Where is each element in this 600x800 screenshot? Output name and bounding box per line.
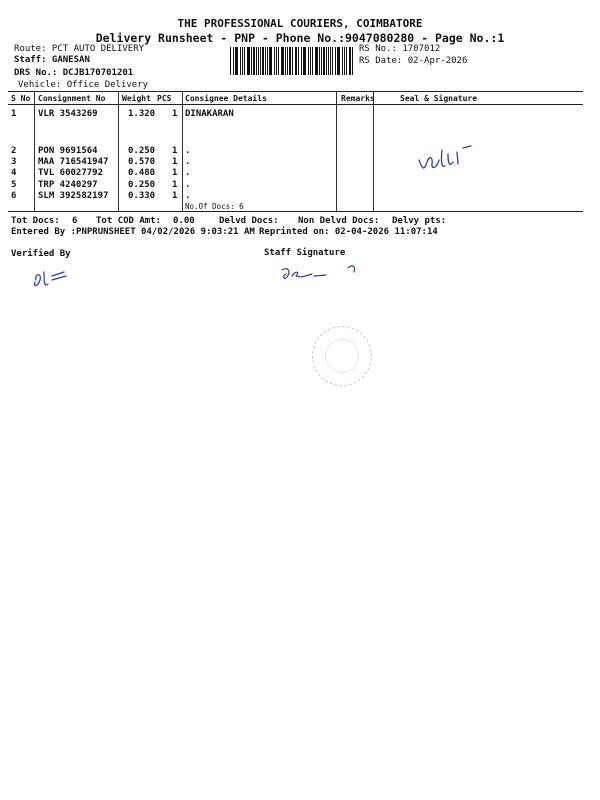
table-row [0,180,600,191]
barcode-bar [338,47,340,75]
row-weight: 0.250 [128,180,156,190]
barcode-bar [287,47,288,75]
barcode-bar [352,47,353,75]
barcode-bar [308,47,309,75]
row-pcs: 1 [172,146,178,156]
barcode-bar [265,47,266,75]
tot-docs-label: Tot Docs: [11,216,60,226]
table-top-border [8,91,583,92]
header-remarks: Remarks [341,94,375,103]
delvy-pts-label: Delvy pts: [392,216,447,226]
barcode-bar [330,47,331,75]
barcode [230,47,355,75]
reprinted-on: Reprinted on: 02-04-2026 11:07:14 [259,227,438,237]
barcode-bar [278,47,279,75]
row-sno: 1 [11,109,17,119]
barcode-bar [323,47,325,75]
barcode-bar [267,47,268,75]
row-consignee: DINAKARAN [185,109,234,119]
barcode-bar [285,47,286,75]
row-weight: 0.250 [128,146,156,156]
row-pcs: 1 [172,109,178,119]
verified-by-label: Verified By [11,249,71,259]
entered-by: Entered By :PNPRUNSHEET 04/02/2026 9:03:21 AM [11,227,255,237]
runsheet-title: Delivery Runsheet - PNP - Phone No.:9047080280 - Page No.:1 [95,31,505,45]
barcode-bar [304,47,306,75]
table-bottom-border [8,211,583,212]
barcode-bar [301,47,302,75]
table-row [0,191,600,202]
barcode-bar [349,47,350,75]
row-consignee: . [185,168,191,178]
drs-number: DRS No.: DCJB170701201 [14,68,134,78]
row-pcs: 1 [172,168,178,178]
staff-signature [278,262,363,284]
barcode-bar [289,47,291,75]
barcode-bar [342,47,343,75]
barcode-bar [274,47,275,75]
barcode-bar [251,47,252,75]
barcode-bar [240,47,241,75]
header-consignment: Consignment No [38,94,106,103]
non-delvd-docs-label: Non Delvd Docs: [298,216,380,226]
row-consignee: . [185,157,191,167]
barcode-bar [344,47,345,75]
row-pcs: 1 [172,191,178,201]
barcode-bar [312,47,313,75]
row-consignment: SLM 392582197 [38,191,109,201]
entry-row [0,227,600,238]
barcode-bar [270,47,272,75]
barcode-bar [269,47,270,75]
barcode-bar [247,47,248,75]
barcode-bar [296,47,297,75]
barcode-bar [244,47,245,75]
barcode-bar [303,47,304,75]
row-sno: 3 [11,157,17,167]
barcode-bar [292,47,293,75]
tot-docs-value: 6 [72,216,78,226]
delvd-docs-label: Delvd Docs: [219,216,279,226]
barcode-bar [298,47,299,75]
barcode-bar [346,47,347,75]
barcode-bar [316,47,317,75]
barcode-bar [236,47,238,75]
row-consignee: . [185,146,191,156]
header-consignee: Consignee Details [185,94,267,103]
barcode-bar [328,47,329,75]
row-sno: 6 [11,191,17,201]
row-sno: 5 [11,180,17,190]
row-consignment: VLR 3543269 [38,109,98,119]
barcode-bar [295,47,296,75]
barcode-bar [258,47,259,75]
rs-date: RS Date: 02-Apr-2026 [359,56,468,66]
delivery-signature [415,142,475,178]
row-consignment: TRP 4240297 [38,180,98,190]
barcode-bar [253,47,255,75]
barcode-bar [248,47,249,75]
barcode-bar [233,47,234,75]
table-row [0,157,600,168]
barcode-bar [242,47,243,75]
staff-signature-label: Staff Signature [264,248,346,258]
faint-stamp [312,326,372,386]
barcode-bar [319,47,320,75]
table-row [0,146,600,157]
row-consignment: TVL 60027792 [38,168,104,178]
header-sno: S No [11,94,31,103]
staff-label: Staff: GANESAN [14,55,90,65]
row-weight: 0.480 [128,168,156,178]
barcode-bar [260,47,261,75]
row-weight: 1.320 [128,109,156,119]
tot-cod-label: Tot COD Amt: [96,216,162,226]
verifier-signature [30,266,82,292]
row-sno: 4 [11,168,17,178]
row-sno: 2 [11,146,17,156]
vehicle-label: Vehicle: Office Delivery [18,80,149,90]
barcode-bar [256,47,257,75]
barcode-bar [235,47,236,75]
tot-cod-value: 0.00 [173,216,195,226]
barcode-bar [281,47,282,75]
row-consignee: . [185,180,191,190]
barcode-bar [335,47,336,75]
barcode-bar [262,47,263,75]
barcode-bar [276,47,277,75]
table-row [0,109,600,120]
row-consignee: . [185,191,191,201]
row-weight: 0.570 [128,157,156,167]
company-name: THE PROFESSIONAL COURIERS, COIMBATORE [177,17,423,30]
barcode-bar [310,47,311,75]
header-seal: Seal & Signature [400,94,478,103]
table-row [0,168,600,179]
rs-number: RS No.: 1707012 [359,44,441,54]
barcode-bar [315,47,316,75]
table-header-row [0,94,600,105]
barcode-bar [337,47,338,75]
totals-row [0,216,600,227]
header-weight: Weight [122,94,151,103]
barcode-bar [332,47,333,75]
row-consignment: MAA 716541947 [38,157,109,167]
no-of-docs: No.Of Docs: 6 [185,202,244,211]
barcode-bar [326,47,327,75]
barcode-bar [230,47,231,75]
barcode-bar [282,47,283,75]
row-pcs: 1 [172,180,178,190]
barcode-bar [350,47,351,75]
row-weight: 0.330 [128,191,156,201]
barcode-bar [321,47,322,75]
header-pcs: PCS [157,94,172,103]
row-pcs: 1 [172,157,178,167]
row-consignment: PON 9691564 [38,146,98,156]
route-label: Route: PCT AUTO DELIVERY [14,44,145,54]
